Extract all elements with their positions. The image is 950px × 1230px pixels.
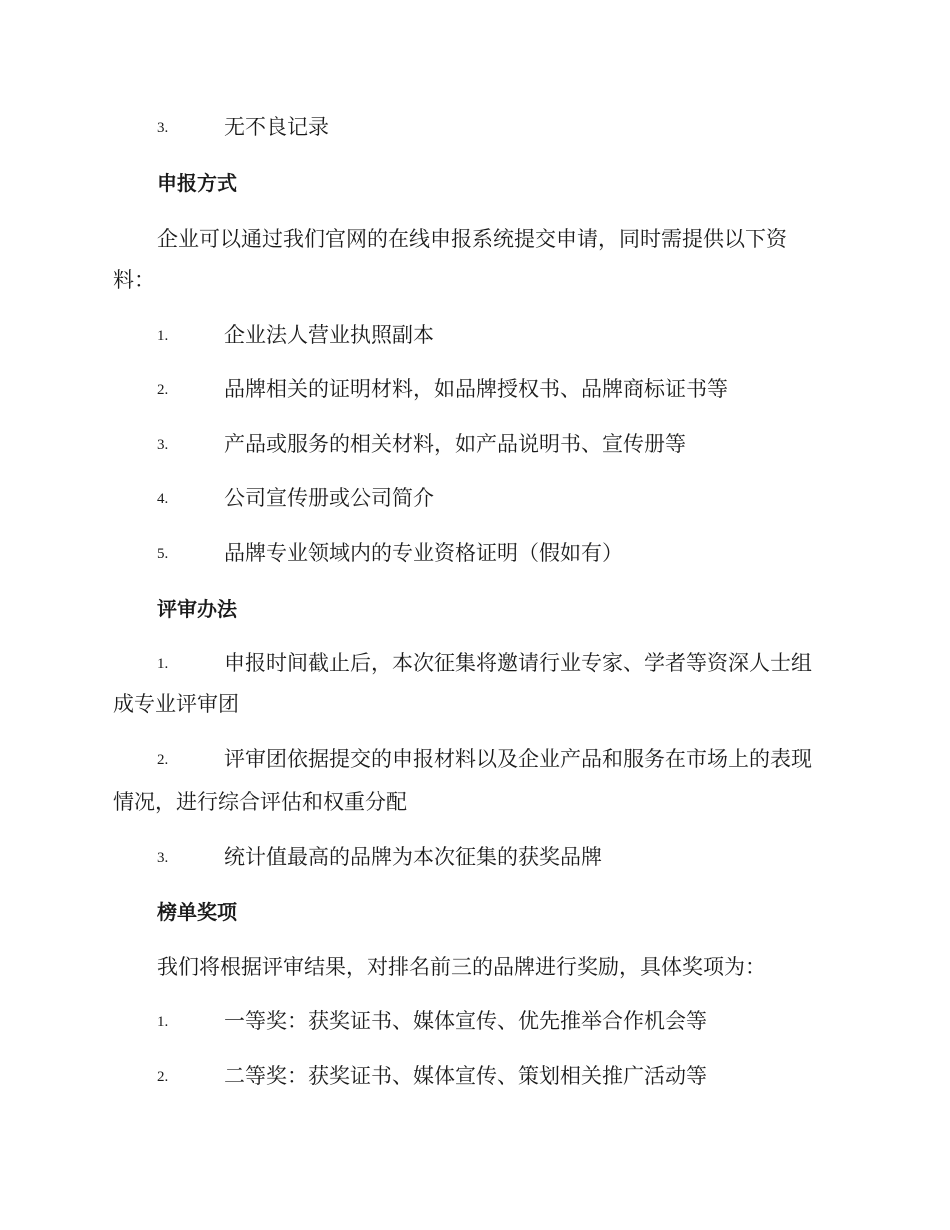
section-heading-apply: 申报方式 — [157, 171, 237, 195]
list-item-text: 一等奖：获奖证书、媒体宣传、优先推举合作机会等 — [224, 1009, 707, 1033]
paragraph-line: 企业可以通过我们官网的在线申报系统提交申请，同时需提供以下资 — [157, 227, 787, 251]
list-number: 1. — [157, 656, 169, 672]
list-item-text: 品牌相关的证明材料，如品牌授权书、品牌商标证书等 — [224, 377, 728, 401]
list-number: 3. — [157, 850, 169, 866]
paragraph-line: 料： — [113, 268, 155, 292]
list-item-text: 统计值最高的品牌为本次征集的获奖品牌 — [224, 845, 602, 869]
list-item-text: 无不良记录 — [224, 115, 329, 139]
list-number: 5. — [157, 546, 169, 562]
list-number: 3. — [157, 120, 169, 136]
list-item-text: 企业法人营业执照副本 — [224, 323, 434, 347]
list-number: 1. — [157, 328, 169, 344]
list-item-text: 品牌专业领域内的专业资格证明（假如有） — [224, 541, 623, 565]
list-item-text: 公司宣传册或公司简介 — [224, 486, 434, 510]
list-item-text: 二等奖：获奖证书、媒体宣传、策划相关推广活动等 — [224, 1064, 707, 1088]
list-item-text: 产品或服务的相关材料，如产品说明书、宣传册等 — [224, 432, 686, 456]
list-item-text: 评审团依据提交的申报材料以及企业产品和服务在市场上的表现 — [224, 747, 812, 771]
list-item-continuation: 成专业评审团 — [113, 692, 239, 716]
list-number: 1. — [157, 1014, 169, 1030]
list-item-continuation: 情况，进行综合评估和权重分配 — [113, 790, 407, 814]
list-number: 2. — [157, 382, 169, 398]
list-number: 4. — [157, 491, 169, 507]
list-item-text: 申报时间截止后，本次征集将邀请行业专家、学者等资深人士组 — [224, 651, 812, 675]
section-heading-review: 评审办法 — [157, 597, 237, 621]
list-number: 2. — [157, 752, 169, 768]
paragraph-line: 我们将根据评审结果，对排名前三的品牌进行奖励，具体奖项为： — [157, 955, 766, 979]
section-heading-awards: 榜单奖项 — [157, 900, 237, 924]
list-number: 2. — [157, 1069, 169, 1085]
list-number: 3. — [157, 437, 169, 453]
